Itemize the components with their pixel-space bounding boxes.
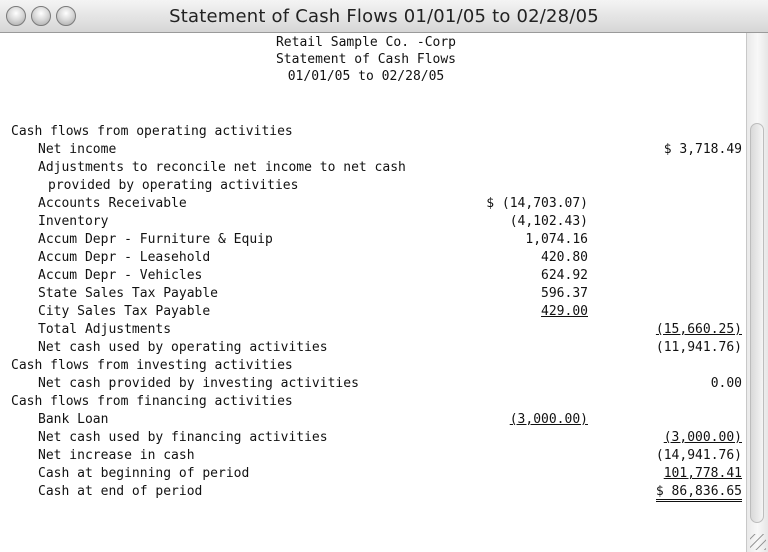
line-amount-total [612,484,742,499]
line-label: Adjustments to reconcile net income to net cash [38,160,406,175]
scrollbar-thumb[interactable] [750,123,764,523]
line-label: Net cash used by financing activities [38,430,328,445]
line-label: Net cash provided by investing activities [38,376,359,391]
line-label: Net cash used by operating activities [38,340,328,355]
line-label: Total Adjustments [38,322,172,337]
line-amount-total: (14,941.76) [655,448,742,463]
vertical-scrollbar[interactable] [746,33,768,552]
line-amount [468,412,588,427]
line-amount: 420.80 [541,250,588,265]
line-amount-value: (3,000.00) [663,430,742,445]
line-amount: (4,102.43) [509,214,588,229]
line-label: provided by operating activities [48,178,299,193]
report-company: Retail Sample Co. -Corp [275,35,456,50]
line-label: Inventory [38,214,109,229]
report-period: 01/01/05 to 02/28/05 [287,69,445,84]
line-amount-value: (3,000.00) [509,412,588,427]
line-label: Cash at end of period [38,484,203,499]
line-amount-total [612,430,742,445]
line-amount-total: (11,941.76) [655,340,742,355]
line-label: Accum Depr - Furniture & Equip [38,232,273,247]
line-amount-total: 0.00 [710,376,742,391]
line-amount: $ (14,703.07) [486,196,588,211]
title-bar[interactable] [0,0,768,33]
line-label: Accounts Receivable [38,196,187,211]
line-amount-total [612,322,742,337]
line-amount-value: 429.00 [541,304,588,319]
section-financing: Cash flows from financing activities [11,394,293,409]
line-amount-value: $ 86,836.65 [656,484,742,502]
line-label: Bank Loan [38,412,109,427]
line-amount [468,304,588,319]
line-label: Net income [38,142,117,157]
report-name: Statement of Cash Flows [275,52,456,67]
line-label: Accum Depr - Vehicles [38,268,203,283]
line-amount: 1,074.16 [525,232,588,247]
line-amount-value: 101,778.41 [663,466,742,481]
resize-grip-icon[interactable] [750,534,766,550]
report-area [0,33,746,552]
line-amount-total [612,466,742,481]
line-label: Net increase in cash [38,448,195,463]
line-amount-value: (15,660.25) [655,322,742,337]
line-label: Cash at beginning of period [38,466,250,481]
line-label: Accum Depr - Leasehold [38,250,211,265]
line-label: State Sales Tax Payable [38,286,219,301]
section-investing: Cash flows from investing activities [11,358,293,373]
line-label: City Sales Tax Payable [38,304,211,319]
window-title: Statement of Cash Flows 01/01/05 to 02/28/05 [169,6,599,27]
section-operating: Cash flows from operating activities [11,124,293,139]
line-amount: 624.92 [541,268,588,283]
line-amount: 596.37 [541,286,588,301]
line-amount-total: $ 3,718.49 [663,142,742,157]
